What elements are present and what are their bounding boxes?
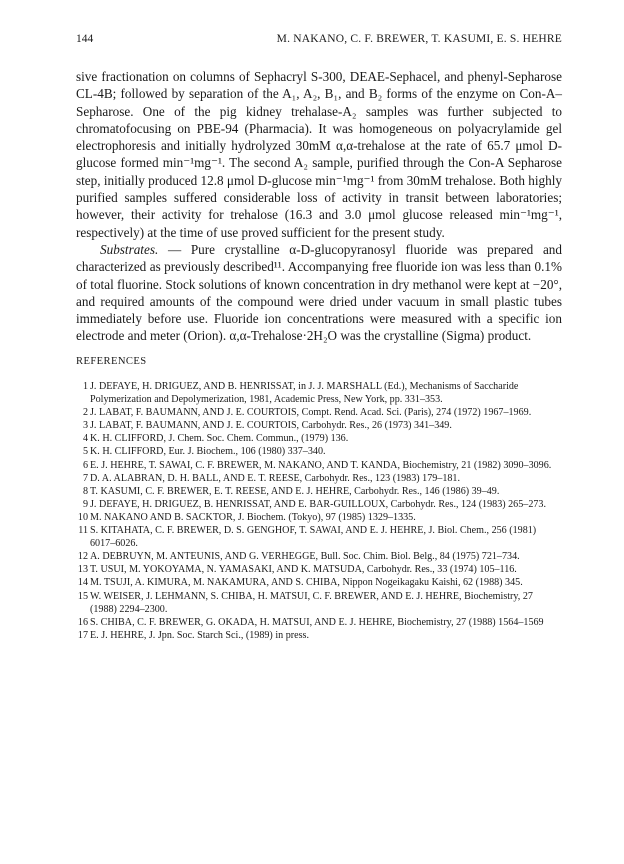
reference-number: 7 bbox=[82, 472, 88, 484]
reference-text: S. CHIBA, C. F. BREWER, G. OKADA, H. MATSUI, AND E. J. HEHRE, Biochemistry, 27 (1988) 1564–1569 bbox=[90, 616, 544, 628]
reference-text: M. NAKANO AND B. SACKTOR, J. Biochem. (Tokyo), 97 (1985) 1329–1335. bbox=[90, 511, 416, 523]
reference-number: 15 bbox=[77, 590, 88, 602]
reference-text: M. TSUJI, A. KIMURA, M. NAKAMURA, AND S. CHIBA, Nippon Nogeikagaku Kaishi, 62 (1988) 345. bbox=[90, 577, 523, 589]
references-heading: REFERENCES bbox=[76, 356, 147, 367]
page-number: 144 bbox=[76, 33, 94, 45]
reference-item bbox=[76, 511, 562, 524]
reference-text: T. KASUMI, C. F. BREWER, E. T. REESE, AND E. J. HEHRE, Carbohydr. Res., 146 (1986) 39–49. bbox=[90, 485, 500, 497]
reference-item bbox=[76, 419, 562, 432]
reference-number: 14 bbox=[77, 577, 88, 589]
reference-item bbox=[76, 498, 562, 511]
references-list bbox=[76, 380, 562, 642]
paragraph-methods: sive fractionation on columns of Sephacryl S-300, DEAE-Sephacel, and phenyl-Sepharose CL-4B; followed by separation of the A₁, A₂, B₁, and B₂ forms of the enzyme on Con-A–Sepharose. One of the pig kidney trehalase-A₂ samples was further subjected to chromatofocusing on PBE-94 (Pharmacia). It was homogeneous on polyacrylamide gel electrophoresis and initially hydrolyzed 30mM α,α-trehalose at the rate of 65.7 μmol D-glucose formed min⁻¹mg⁻¹. The second A₂ sample, purified through the Con-A Sepharose step, initially produced 12.8 μmol D-glucose min⁻¹mg⁻¹ from 30mM trehalose. Both highly purified samples suffered considerable loss of activity in transit between laboratories; however, their activity for trehalose (16.3 and 3.0 μmol glucose released min⁻¹mg⁻¹, respectively) at the time of use proved sufficient for the present study. bbox=[76, 69, 563, 240]
reference-text: K. H. CLIFFORD, J. Chem. Soc. Chem. Commun., (1979) 136. bbox=[90, 433, 349, 445]
reference-number: 5 bbox=[82, 446, 88, 458]
reference-item bbox=[76, 616, 562, 629]
reference-text: J. LABAT, F. BAUMANN, AND J. E. COURTOIS, Compt. Rend. Acad. Sci. (Paris), 274 (1972) 1967–1969. bbox=[90, 407, 532, 419]
reference-text: J. DEFAYE, H. DRIGUEZ, B. HENRISSAT, AND E. BAR-GUILLOUX, Carbohydr. Res., 124 (1983) 265–273. bbox=[90, 498, 546, 510]
reference-number: 1 bbox=[82, 381, 88, 392]
reference-text: K. H. CLIFFORD, Eur. J. Biochem., 106 (1980) 337–340. bbox=[90, 446, 326, 458]
running-head: M. NAKANO, C. F. BREWER, T. KASUMI, E. S. HEHRE bbox=[276, 33, 562, 45]
reference-number: 16 bbox=[77, 616, 88, 628]
page-header bbox=[76, 33, 562, 49]
reference-item bbox=[76, 590, 562, 616]
reference-item bbox=[76, 380, 562, 406]
reference-number: 4 bbox=[82, 433, 88, 445]
reference-text: S. KITAHATA, C. F. BREWER, D. S. GENGHOF, T. SAWAI, AND E. J. HEHRE, J. Biol. Chem., 256 (1981) 6017–6026. bbox=[90, 525, 537, 550]
reference-text: T. USUI, M. YOKOYAMA, N. YAMASAKI, AND K. MATSUDA, Carbohydr. Res., 33 (1974) 105–116. bbox=[90, 564, 517, 576]
reference-item bbox=[76, 563, 562, 576]
reference-text: D. A. ALABRAN, D. H. BALL, AND E. T. REESE, Carbohydr. Res., 123 (1983) 179–181. bbox=[90, 472, 461, 484]
reference-number: 2 bbox=[82, 407, 88, 419]
reference-number: 6 bbox=[82, 459, 88, 471]
reference-item bbox=[76, 445, 562, 458]
reference-number: 12 bbox=[77, 551, 88, 563]
paragraph-substrates bbox=[76, 241, 562, 345]
reference-number: 9 bbox=[82, 498, 88, 510]
reference-number: 11 bbox=[78, 525, 88, 537]
reference-text: J. LABAT, F. BAUMANN, AND J. E. COURTOIS, Carbohydr. Res., 26 (1973) 341–349. bbox=[90, 420, 452, 432]
reference-text: J. DEFAYE, H. DRIGUEZ, AND B. HENRISSAT, in J. J. MARSHALL (Ed.), Mechanisms of Saccharide Polymerization and Depolymerization, 1981, Academic Press, New York, pp. 331–353. bbox=[90, 381, 519, 406]
reference-item bbox=[76, 524, 562, 550]
reference-text: E. J. HEHRE, T. SAWAI, C. F. BREWER, M. NAKANO, AND T. KANDA, Biochemistry, 21 (1982) 3090–3096. bbox=[90, 459, 552, 471]
substrates-text: — Pure crystalline α-D-glucopyranosyl fluoride was prepared and characterized as previously described¹¹. Accompanying free fluoride ion was less than 0.1% of total fluorine. Stock solutions of known concentration in dry methanol were kept at −20°, and required amounts of the compound were dried under vacuum in small plastic tubes immediately before use. Fluoride ion concentrations were measured with a specific ion electrode and meter (Orion). α,α-Trehalose·2H₂O was the crystalline (Sigma) product. bbox=[76, 241, 562, 344]
reference-item bbox=[76, 459, 562, 472]
reference-number: 13 bbox=[77, 564, 88, 576]
reference-item bbox=[76, 485, 562, 498]
body-text bbox=[76, 68, 562, 345]
reference-item bbox=[76, 550, 562, 563]
reference-text: A. DEBRUYN, M. ANTEUNIS, AND G. VERHEGGE, Bull. Soc. Chim. Biol. Belg., 84 (1975) 721–734. bbox=[90, 551, 520, 563]
reference-item bbox=[76, 472, 562, 485]
reference-item bbox=[76, 432, 562, 445]
reference-item bbox=[76, 576, 562, 589]
reference-item bbox=[76, 629, 562, 642]
reference-text: E. J. HEHRE, J. Jpn. Soc. Starch Sci., (1989) in press. bbox=[90, 629, 309, 641]
substrates-label: Substrates. bbox=[100, 241, 159, 257]
reference-text: W. WEISER, J. LEHMANN, S. CHIBA, H. MATSUI, C. F. BREWER, AND E. J. HEHRE, Biochemistry, 27 (1988) 2294–2300. bbox=[90, 590, 533, 615]
reference-number: 8 bbox=[82, 485, 88, 497]
reference-number: 10 bbox=[77, 511, 88, 523]
reference-number: 17 bbox=[77, 629, 88, 641]
reference-item bbox=[76, 406, 562, 419]
reference-number: 3 bbox=[82, 420, 88, 432]
